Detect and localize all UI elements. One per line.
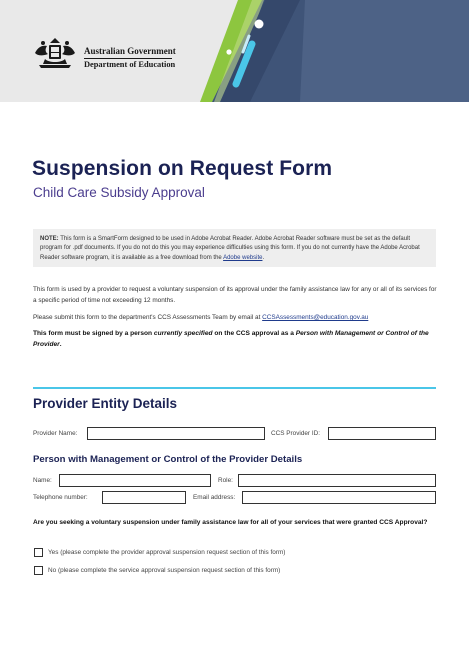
- signature-text-a: This form must be signed by a person: [33, 330, 154, 337]
- role-field[interactable]: [238, 474, 436, 487]
- note-label: NOTE:: [40, 236, 59, 242]
- signature-requirement: [33, 328, 438, 350]
- logo-divider: [84, 58, 172, 59]
- form-title: Suspension on Request Form: [32, 157, 333, 180]
- header-banner: [0, 0, 469, 102]
- person-section-heading: Person with Management or Control of the Provider Details: [33, 454, 303, 465]
- name-label: Name:: [33, 477, 52, 484]
- no-checkbox[interactable]: [34, 566, 43, 575]
- yes-checkbox[interactable]: [34, 548, 43, 557]
- signature-text-e: .: [59, 341, 62, 348]
- suspension-question: Are you seeking a voluntary suspension under family assistance law for all of your services that were granted CCS Approval?: [33, 519, 428, 526]
- no-option-label: No (please complete the service approval suspension request section of this form): [48, 567, 281, 574]
- section-divider: [33, 387, 436, 389]
- signature-text-c: on the CCS approval as a: [212, 330, 296, 337]
- option-yes-row[interactable]: [34, 548, 285, 557]
- department-name: Department of Education: [84, 60, 176, 69]
- telephone-field[interactable]: [102, 491, 186, 504]
- note-box: [33, 229, 436, 267]
- government-name: Australian Government: [84, 46, 176, 56]
- name-field[interactable]: [59, 474, 211, 487]
- role-label: Role:: [218, 477, 233, 484]
- yes-option-label: Yes (please complete the provider approval suspension request section of this form): [48, 549, 286, 556]
- email-field[interactable]: [242, 491, 436, 504]
- option-no-row[interactable]: [34, 566, 280, 575]
- provider-name-label: Provider Name:: [33, 430, 78, 437]
- email-label: Email address:: [193, 494, 236, 501]
- submit-instructions: [33, 312, 438, 323]
- note-text: This form is a SmartForm designed to be used in Adobe Acrobat Reader. Adobe Acrobat Reader software must be set as the default program for .pdf documents. If you do not do this you may experience difficulties using this form. If you do not currently have the Adobe Acrobat Reader software program, it is available as a free download from the: [40, 236, 420, 261]
- signature-text-d: Person with Management or Control of the Provider: [33, 330, 429, 348]
- coat-of-arms-logo: [33, 37, 77, 71]
- adobe-website-link[interactable]: Adobe website: [223, 254, 263, 261]
- note-end: .: [262, 254, 265, 261]
- form-subtitle: Child Care Subsidy Approval: [33, 185, 205, 200]
- submit-text: Please submit this form to the department's CCS Assessments Team by email at: [33, 314, 263, 321]
- ccs-email-link[interactable]: CCSAssessments@education.gov.au: [262, 314, 369, 321]
- provider-name-field[interactable]: [87, 427, 265, 440]
- ccs-provider-id-field[interactable]: [328, 427, 436, 440]
- intro-paragraph: This form is used by a provider to request a voluntary suspension of its approval under the family assistance law for any or all of its services for a specific period of time not exceeding 12 months.: [33, 286, 437, 304]
- telephone-label: Telephone number:: [33, 494, 88, 501]
- signature-text-b: currently specified: [153, 330, 213, 337]
- provider-section-heading: Provider Entity Details: [33, 396, 178, 411]
- ccs-provider-id-label: CCS Provider ID:: [271, 430, 321, 437]
